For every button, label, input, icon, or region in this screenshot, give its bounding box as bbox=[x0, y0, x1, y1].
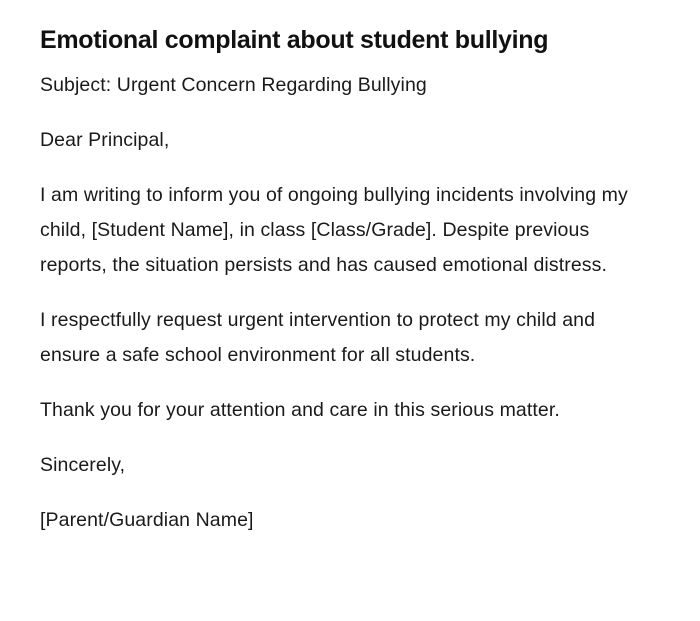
signature: [Parent/Guardian Name] bbox=[40, 509, 254, 531]
closing: Sincerely, bbox=[40, 454, 126, 476]
body-paragraph-thanks: Thank you for your attention and care in this serious matter. bbox=[40, 399, 560, 421]
subject-line: Subject: Urgent Concern Regarding Bullying bbox=[40, 74, 427, 96]
body-paragraph-request: I respectfully request urgent intervention to protect my child and ensure a safe school environment for all students. bbox=[40, 309, 596, 366]
document-title: Emotional complaint about student bullying bbox=[40, 26, 549, 54]
body-paragraph-intro: I am writing to inform you of ongoing bullying incidents involving my child, [Student Name], in class [Class/Grade]. Despite previous reports, the situation persists and has caused emotional distress. bbox=[40, 184, 628, 276]
salutation: Dear Principal, bbox=[40, 129, 170, 151]
letter-document bbox=[40, 22, 660, 558]
